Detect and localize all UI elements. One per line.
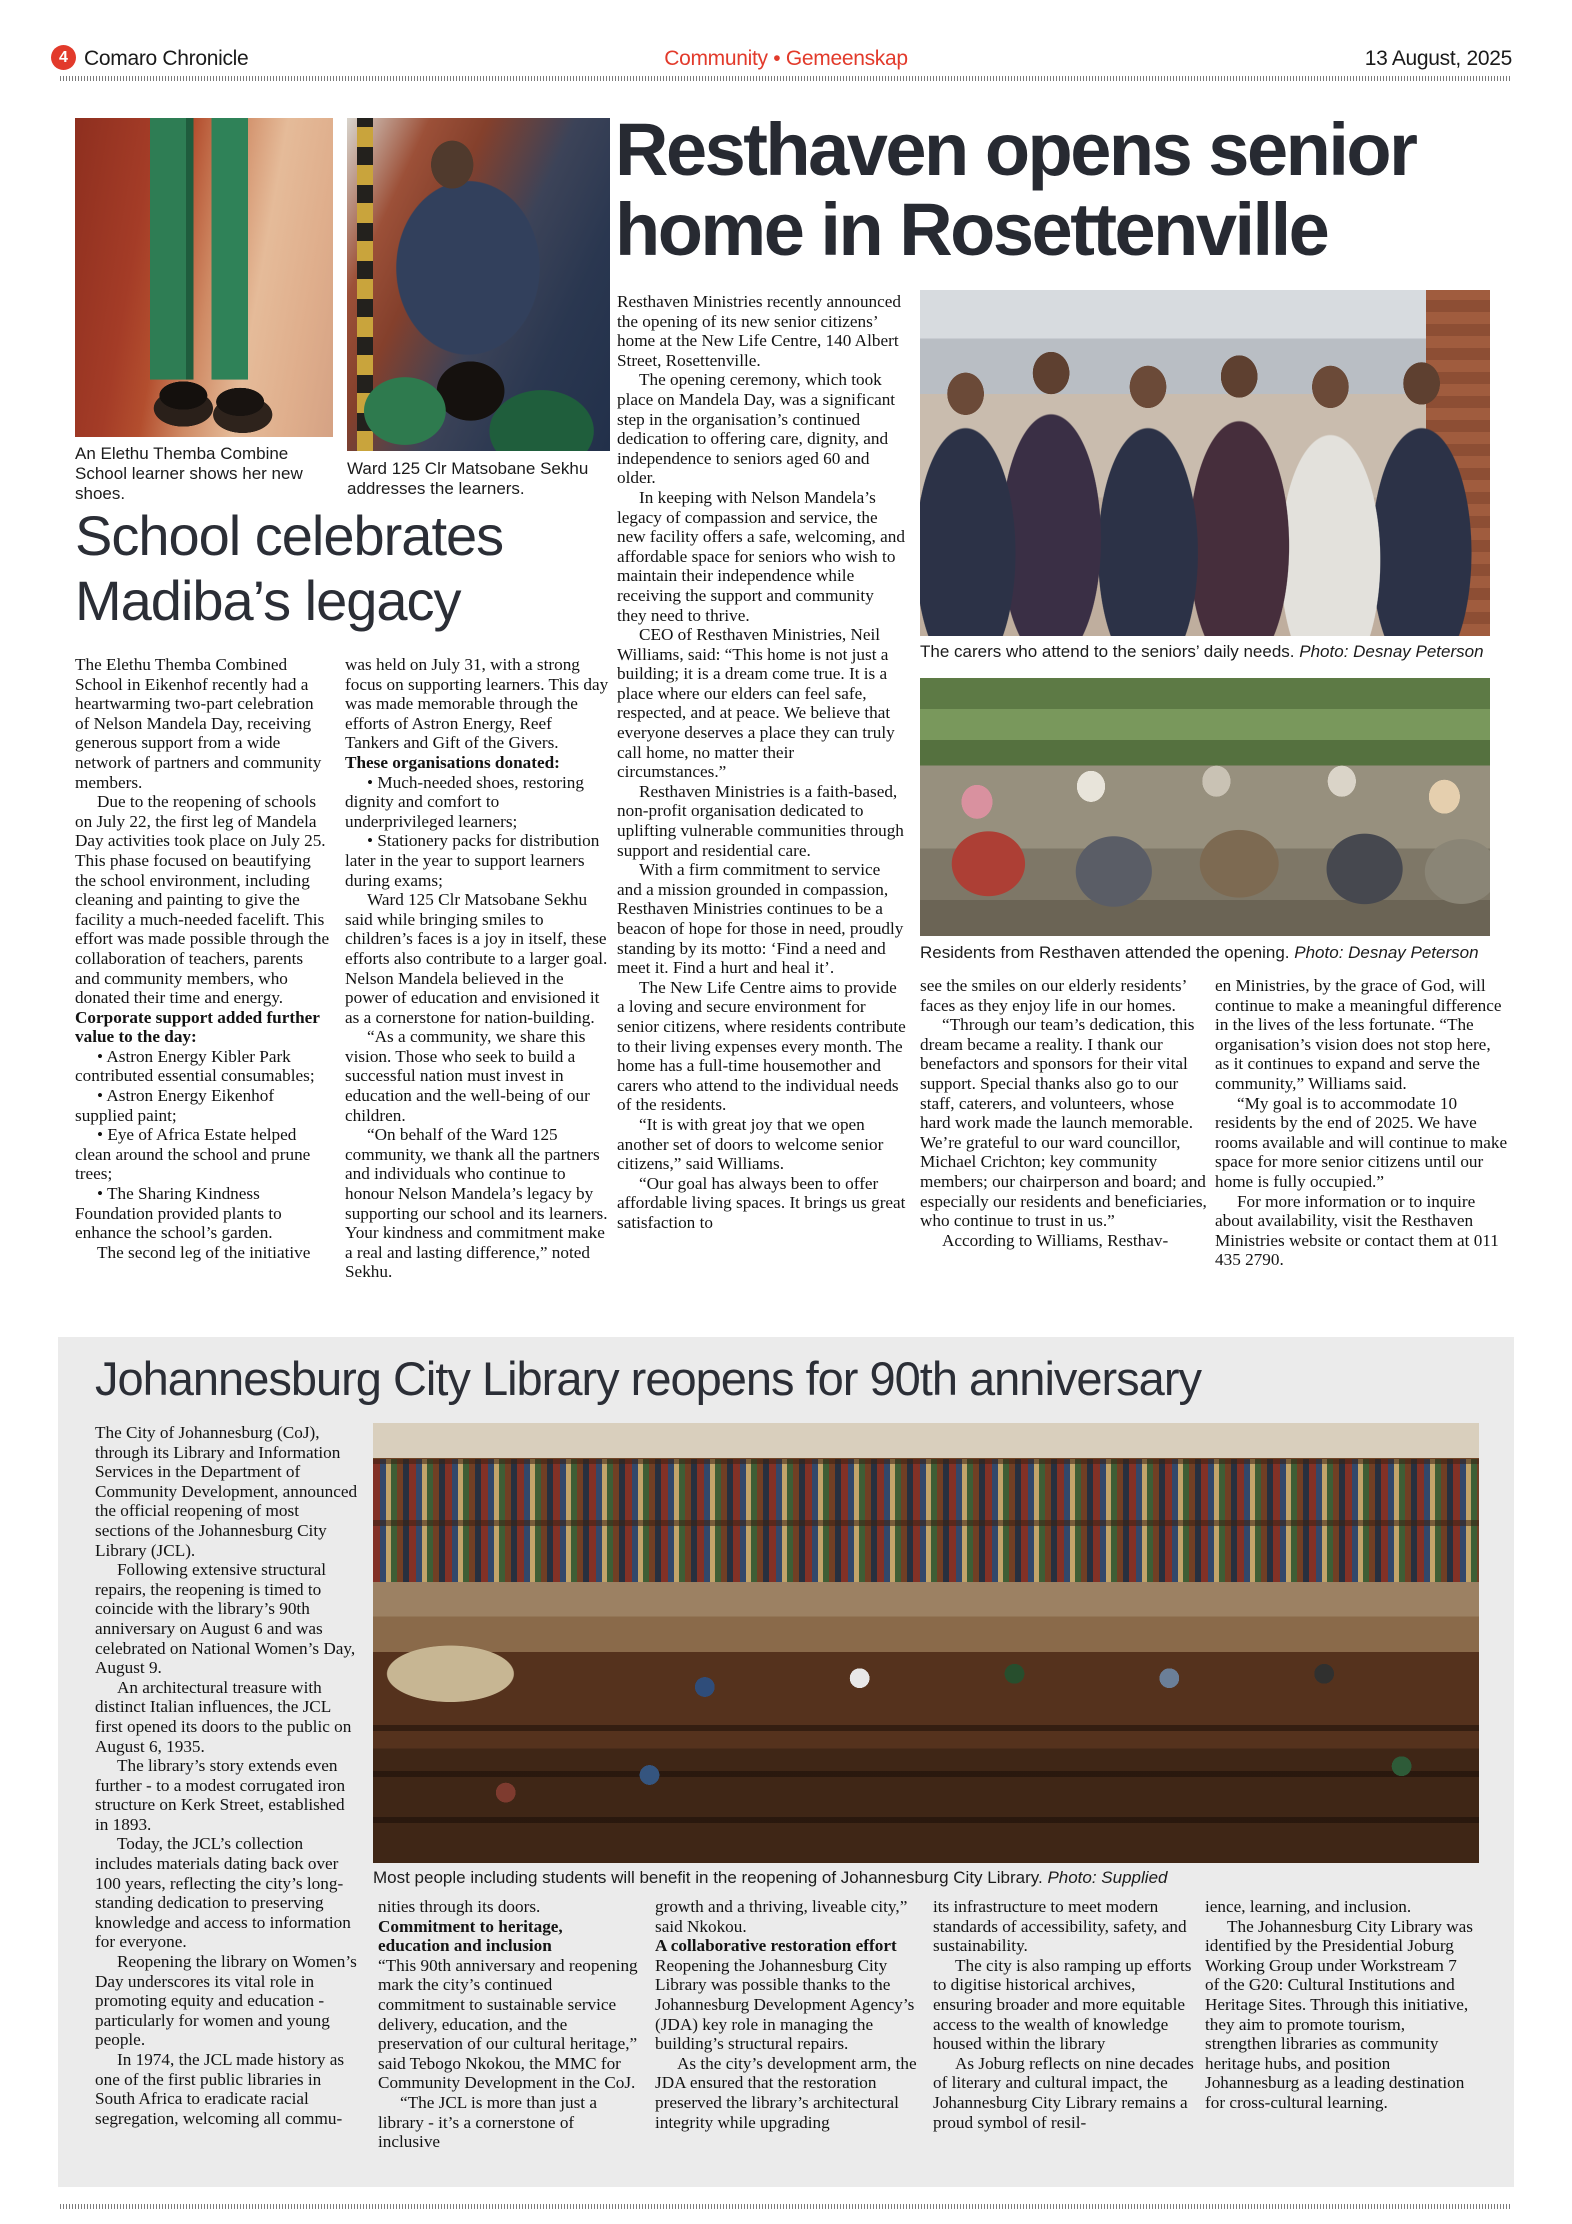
headline-library: Johannesburg City Library reopens for 90th anniversary bbox=[95, 1352, 1201, 1405]
paragraph: Commitment to heritage, education and inclusion bbox=[378, 1916, 563, 1956]
paragraph: Reopening the Johannesburg City Library was possible thanks to the Johannesburg Development Agency’s (JDA) key role in managing the building’s structural repairs. bbox=[655, 1955, 915, 2054]
paragraph: Today, the JCL’s collection includes materials dating back over 100 years, reflecting the city’s long-standing dedication to preserving knowledge and access to information for everyone. bbox=[95, 1834, 351, 1952]
paragraph: “Through our team’s dedication, this dream became a reality. I thank our benefactors and sponsors for their vital support. Special thanks also go to our staff, caterers, and volunteers, whose hard work made the launch memorable. We’re grateful to our ward councillor, Michael Crichton; key community members; our chairperson and board; and especially our residents and beneficiaries, who continue to trust in us.” bbox=[920, 1015, 1207, 1231]
resthaven-column-2 bbox=[920, 976, 1207, 1314]
paragraph: “This 90th anniversary and reopening mark the city’s continued commitment to sustainable service delivery, education, and the preservation of our cultural heritage,” said Tebogo Nkokou, the MMC for Community Development in the CoJ. bbox=[378, 1955, 638, 2093]
section-title: Community • Gemeenskap bbox=[664, 47, 908, 70]
caption-text: Residents from Resthaven attended the opening. bbox=[920, 943, 1290, 962]
paragraph: was held on July 31, with a strong focus on supporting learners. This day was made memorable through the efforts of Astron Energy, Reef Tankers and Gift of the Givers. bbox=[345, 655, 609, 753]
paragraph: These organisations donated: bbox=[345, 752, 560, 772]
paragraph: With a firm commitment to service and a mission grounded in compassion, Resthaven Ministries continues to be a beacon of hope for those in need, proudly standing by its motto: ‘Find a need and meet it. Find a hurt and heal it’. bbox=[617, 860, 904, 978]
library-column-2 bbox=[378, 1897, 638, 2175]
paragraph: Due to the reopening of schools on July 22, the first leg of Mandela Day activities took place on July 25. This phase focused on beautifying the school environment, including cleaning and painting to give the facility a much-needed facelift. This effort was made possible through the collaboration of teachers, parents and community members, who donated their time and energy. bbox=[75, 792, 330, 1008]
paragraph: nities through its doors. bbox=[378, 1897, 541, 1916]
library-column-3 bbox=[655, 1897, 917, 2175]
headline-school: School celebrates Madiba’s legacy bbox=[75, 504, 504, 632]
paragraph: “Our goal has always been to offer affordable living spaces. It brings us great satisfaction to bbox=[617, 1173, 906, 1232]
paragraph: growth and a thriving, liveable city,” said Nkokou. bbox=[655, 1897, 908, 1936]
paragraph: • Stationery packs for distribution later in the year to support learners during exams; bbox=[345, 831, 600, 890]
paragraph: Ward 125 Clr Matsobane Sekhu said while bringing smiles to children’s faces is a joy in itself, these efforts also contribute to a larger goal. Nelson Mandela believed in the power of education and envisioned it as a cornerstone for nation-building. bbox=[345, 890, 608, 1027]
school-column-1 bbox=[75, 655, 332, 1310]
paragraph: For more information or to inquire about availability, visit the Resthaven Ministries website or contact them at 011 435 2790. bbox=[1215, 1191, 1499, 1270]
paragraph: Following extensive structural repairs, the reopening is timed to coincide with the library’s 90th anniversary on August 6 and was celebrated on National Women’s Day, August 9. bbox=[95, 1560, 356, 1678]
paragraph: The New Life Centre aims to provide a loving and secure environment for senior citizens, where residents contribute to their living expenses every month. The home has a full-time housemother and carers who attend to the individual needs of the residents. bbox=[617, 977, 906, 1115]
photo-caption bbox=[347, 459, 619, 499]
caption-text: Most people including students will benefit in the reopening of Johannesburg City Library. bbox=[373, 1868, 1043, 1887]
photo-carers bbox=[920, 290, 1490, 636]
paragraph: “The JCL is more than just a library - it’s a cornerstone of inclusive bbox=[378, 2092, 597, 2152]
paragraph: The library’s story extends even further - to a modest corrugated iron structure on Kerk Street, established in 1893. bbox=[95, 1756, 346, 1834]
caption-text: The carers who attend to the seniors’ daily needs. bbox=[920, 642, 1295, 661]
library-column-1 bbox=[95, 1423, 358, 2153]
photo-credit: Photo: Desnay Peterson bbox=[1299, 642, 1484, 661]
photo-ward-councillor bbox=[347, 118, 610, 451]
masthead: Comaro Chronicle bbox=[84, 47, 249, 70]
paragraph: ience, learning, and inclusion. bbox=[1205, 1897, 1412, 1916]
caption-text: An Elethu Themba Combine School learner shows her new shoes. bbox=[75, 444, 303, 503]
photo-caption bbox=[920, 943, 1500, 963]
paragraph: “My goal is to accommodate 10 residents by the end of 2025. We have rooms available and will continue to make space for more senior citizens until our home is fully occupied.” bbox=[1215, 1093, 1508, 1191]
photo-learner-shoes bbox=[75, 118, 333, 437]
paragraph: • Much-needed shoes, restoring dignity and comfort to underprivileged learners; bbox=[345, 772, 584, 831]
photo-credit: Photo: Desnay Peterson bbox=[1294, 943, 1479, 962]
paragraph: In 1974, the JCL made history as one of the first public libraries in South Africa to eradicate racial segregation, welcoming all commu- bbox=[95, 2050, 345, 2128]
header-rule bbox=[60, 76, 1512, 81]
paragraph: An architectural treasure with distinct Italian influences, the JCL first opened its doors to the public on August 6, 1935. bbox=[95, 1677, 352, 1756]
paragraph: The Johannesburg City Library was identified by the Presidential Joburg Working Group under Workstream 7 of the G20: Cultural Institutions and Heritage Sites. Through this initiative, they aim to promote tourism, strengthen libraries as community heritage hubs, and position Johannesburg as a leading destination for cross-cultural learning. bbox=[1205, 1916, 1473, 2112]
paragraph: Resthaven Ministries recently announced the opening of its new senior citizens’ home at the New Life Centre, 140 Albert Street, Rosettenville. bbox=[617, 292, 901, 370]
paragraph: CEO of Resthaven Ministries, Neil Williams, said: “This home is not just a building; it is a dream come true. It is a place where our elders can feel safe, respected, and at peace. We believe that everyone deserves a place they can truly call home, no matter their circumstances.” bbox=[617, 625, 895, 782]
photo-credit: Photo: Supplied bbox=[1047, 1868, 1168, 1887]
paragraph: its infrastructure to meet modern standards of accessibility, safety, and sustainability. bbox=[933, 1897, 1187, 1956]
photo-library-interior bbox=[373, 1423, 1479, 1863]
paragraph: Reopening the library on Women’s Day underscores its vital role in promoting equity and education - particularly for women and young people. bbox=[95, 1952, 357, 2050]
paragraph: • The Sharing Kindness Foundation provided plants to enhance the school’s garden. bbox=[75, 1184, 282, 1243]
paragraph: “It is with great joy that we open another set of doors to welcome senior citizens,” said Williams. bbox=[617, 1114, 884, 1174]
paragraph: en Ministries, by the grace of God, will continue to make a meaningful difference in the lives of the less fortunate. “The organisation’s vision does not stop here, as it continues to expand and serve the community,” Williams said. bbox=[1215, 976, 1502, 1093]
page-number-badge: 4 bbox=[51, 45, 76, 70]
library-article-section bbox=[58, 1337, 1514, 2187]
paragraph: • Astron Energy Eikenhof supplied paint; bbox=[75, 1086, 275, 1125]
library-column-4 bbox=[933, 1897, 1195, 2175]
paragraph: • Astron Energy Kibler Park contributed essential consumables; bbox=[75, 1046, 315, 1086]
paragraph: The city is also ramping up efforts to digitise historical archives, ensuring broader and more equitable access to the wealth of knowledge housed within the library bbox=[933, 1955, 1192, 2054]
paragraph: As the city’s development arm, the JDA ensured that the restoration preserved the library’s architectural integrity while upgrading bbox=[655, 2053, 917, 2132]
headline-resthaven: Resthaven opens senior home in Rosettenville bbox=[615, 108, 1416, 271]
resthaven-column-1 bbox=[617, 292, 906, 1314]
paragraph: Resthaven Ministries is a faith-based, non-profit organisation dedicated to uplifting vulnerable communities through support and residential care. bbox=[617, 781, 904, 860]
photo-caption bbox=[373, 1868, 1488, 1888]
paragraph: According to Williams, Resthav- bbox=[942, 1230, 1169, 1250]
paragraph: The Elethu Themba Combined School in Eikenhof recently had a heartwarming two-part celebration of Nelson Mandela Day, receiving generous support from a wide network of partners and community members. bbox=[75, 655, 322, 792]
photo-caption bbox=[920, 642, 1500, 662]
paragraph: “As a community, we share this vision. Those who seek to build a successful nation must invest in education and the well-being of our children. bbox=[345, 1027, 590, 1125]
paragraph: Corporate support added further value to the day: bbox=[75, 1007, 320, 1047]
paragraph: “On behalf of the Ward 125 community, we thank all the partners and individuals who continue to honour Nelson Mandela’s legacy by supporting our school and its learners. Your kindness and commitment make a real and lasting difference,” noted Sekhu. bbox=[345, 1125, 608, 1282]
paragraph: In keeping with Nelson Mandela’s legacy of compassion and service, the new facility offers a safe, welcoming, and affordable space for seniors who wish to maintain their independence while receiving the support and community they need to thrive. bbox=[617, 487, 905, 625]
school-column-2 bbox=[345, 655, 609, 1310]
paragraph: • Eye of Africa Estate helped clean around the school and prune trees; bbox=[75, 1125, 311, 1184]
paragraph: The opening ceremony, which took place on Mandela Day, was a significant step in the organisation’s continued dedication to offering care, dignity, and independence to seniors aged 60 and older. bbox=[617, 370, 896, 488]
paragraph: see the smiles on our elderly residents’ faces as they enjoy life in our homes. bbox=[920, 976, 1187, 1015]
photo-caption bbox=[75, 444, 337, 504]
footer-rule bbox=[60, 2204, 1512, 2209]
resthaven-column-3 bbox=[1215, 976, 1508, 1314]
paragraph: The City of Johannesburg (CoJ), through its Library and Information Services in the Department of Community Development, announced the official reopening of most sections of the Johannesburg City Library (JCL). bbox=[95, 1423, 358, 1560]
edition-date: 13 August, 2025 bbox=[1364, 47, 1512, 70]
paragraph: A collaborative restoration effort bbox=[655, 1936, 897, 1956]
paragraph: As Joburg reflects on nine decades of literary and cultural impact, the Johannesburg City Library remains a proud symbol of resil- bbox=[933, 2053, 1194, 2132]
caption-text: Ward 125 Clr Matsobane Sekhu addresses the learners. bbox=[347, 459, 589, 498]
paragraph: The second leg of the initiative bbox=[97, 1242, 311, 1262]
library-column-5 bbox=[1205, 1897, 1473, 2175]
photo-residents bbox=[920, 678, 1490, 936]
